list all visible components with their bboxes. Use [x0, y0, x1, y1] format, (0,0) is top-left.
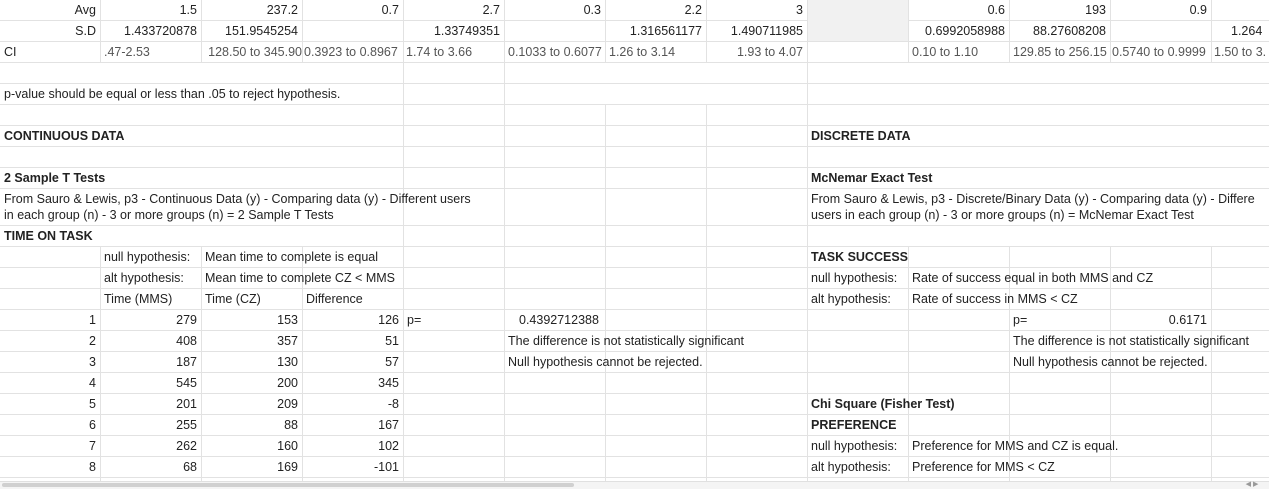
cell[interactable]: 3	[796, 3, 803, 17]
result-significance[interactable]: The difference is not statistically significant	[508, 334, 744, 348]
null-hypothesis-text[interactable]: Rate of success equal in both MMS and CZ	[912, 271, 1154, 285]
null-hypothesis-label[interactable]: null hypothesis:	[811, 271, 898, 285]
time-on-task-title[interactable]: TIME ON TASK	[4, 229, 93, 243]
gridline	[0, 104, 1269, 105]
alt-hypothesis-text[interactable]: Mean time to complete CZ < MMS	[205, 271, 395, 285]
row-index[interactable]: 7	[89, 439, 96, 453]
cell-difference[interactable]: 126	[378, 313, 399, 327]
description-line: From Sauro & Lewis, p3 - Continuous Data (y) - Comparing data (y) - Different users	[4, 192, 471, 206]
p-value[interactable]: 0.6171	[1168, 313, 1207, 327]
gridline	[0, 435, 1269, 436]
gridline	[1211, 0, 1212, 62]
cell[interactable]: 193	[1085, 3, 1106, 17]
alt-hypothesis-text[interactable]: Preference for MMS < CZ	[912, 460, 1055, 474]
scrollbar-thumb[interactable]	[2, 483, 574, 487]
scroll-arrows-icon[interactable]: ◀ ▶	[1245, 481, 1259, 488]
gridline	[0, 309, 1269, 310]
gridline	[1211, 246, 1212, 481]
gridline	[0, 62, 1269, 63]
gridline	[0, 188, 1269, 189]
cell-time-mms[interactable]: 262	[176, 439, 197, 453]
row-index[interactable]: 3	[89, 355, 96, 369]
cell-time-cz[interactable]: 153	[277, 313, 298, 327]
cell[interactable]: 0.3	[583, 3, 601, 17]
task-success-title[interactable]: TASK SUCCESS	[811, 250, 909, 264]
gridline	[0, 41, 1269, 42]
cell-time-mms[interactable]: 255	[176, 418, 197, 432]
t-test-description[interactable]	[4, 191, 471, 223]
cell[interactable]: 0.5740 to 0.9999	[1112, 45, 1206, 59]
gridline	[0, 225, 1269, 226]
cell[interactable]: .47-2.53	[104, 45, 150, 59]
column-header-time-mms[interactable]: Time (MMS)	[104, 292, 173, 306]
alt-hypothesis-label[interactable]: alt hypothesis:	[104, 271, 184, 285]
gridline	[0, 351, 1269, 352]
cell[interactable]: 1.93 to 4.07	[736, 45, 803, 59]
gridline	[706, 104, 707, 481]
cell[interactable]: 1.50 to 3.	[1214, 45, 1267, 59]
row-label-sd[interactable]: S.D	[75, 24, 96, 38]
gridline	[0, 330, 1269, 331]
cell[interactable]: 2.7	[482, 3, 500, 17]
inactive-cell	[808, 0, 908, 41]
cell[interactable]: 151.9545254	[225, 24, 298, 38]
cell-time-cz[interactable]: 169	[277, 460, 298, 474]
cell[interactable]: 1.33749351	[433, 24, 500, 38]
cell[interactable]: 0.10 to 1.10	[912, 45, 979, 59]
gridline	[0, 20, 1269, 21]
mcnemar-title[interactable]: McNemar Exact Test	[811, 171, 933, 185]
null-hypothesis-text[interactable]: Mean time to complete is equal	[205, 250, 379, 264]
gridline	[0, 125, 1269, 126]
cell-time-cz[interactable]: 209	[277, 397, 298, 411]
cell-time-mms[interactable]: 201	[176, 397, 197, 411]
gridline	[0, 83, 1269, 84]
cell-time-cz[interactable]: 160	[277, 439, 298, 453]
chi-square-title[interactable]: Chi Square (Fisher Test)	[811, 397, 955, 411]
cell-difference[interactable]: 51	[385, 334, 399, 348]
gridline	[0, 146, 1269, 147]
description-line: users in each group (n) - 3 or more groups (n) = McNemar Exact Test	[811, 208, 1194, 222]
cell[interactable]: 1.490711985	[730, 24, 803, 38]
cell[interactable]: 1.26 to 3.14	[609, 45, 676, 59]
gridline	[0, 414, 1269, 415]
cell[interactable]: 129.85 to 256.15	[1013, 45, 1107, 59]
column-header-difference[interactable]: Difference	[306, 292, 363, 306]
result-significance[interactable]: The difference is not statistically significant	[1013, 334, 1249, 348]
cell[interactable]: 128.50 to 345.90	[208, 45, 302, 59]
p-label[interactable]: p=	[1013, 313, 1028, 327]
gridline	[0, 288, 1269, 289]
row-label-avg[interactable]: Avg	[74, 3, 96, 17]
row-index[interactable]: 6	[89, 418, 96, 432]
gridline	[0, 167, 1269, 168]
cell[interactable]: 0.9	[1189, 3, 1207, 17]
cell-difference[interactable]: -101	[373, 460, 399, 474]
gridline	[403, 0, 404, 481]
alt-hypothesis-label[interactable]: alt hypothesis:	[811, 460, 891, 474]
mcnemar-description[interactable]	[811, 191, 1269, 223]
cell-difference[interactable]: 57	[385, 355, 399, 369]
row-index[interactable]: 1	[89, 313, 96, 327]
row-index[interactable]: 8	[89, 460, 96, 474]
cell-time-mms[interactable]: 545	[176, 376, 197, 390]
row-index[interactable]: 4	[89, 376, 96, 390]
cell-difference[interactable]: 345	[378, 376, 399, 390]
gridline	[0, 246, 1269, 247]
cell[interactable]: 0.1033 to 0.6077	[508, 45, 602, 59]
cell-time-mms[interactable]: 408	[176, 334, 197, 348]
gridline	[0, 456, 1269, 457]
cell[interactable]: 0.6992058988	[925, 24, 1005, 38]
gridline	[0, 477, 1269, 478]
cell[interactable]: 1.433720878	[124, 24, 197, 38]
gridline	[504, 0, 505, 481]
preference-title[interactable]: PREFERENCE	[811, 418, 897, 432]
gridline	[0, 393, 1269, 394]
p-value[interactable]: 0.4392712388	[519, 313, 599, 327]
result-conclusion[interactable]: Null hypothesis cannot be rejected.	[1013, 355, 1208, 369]
null-hypothesis-text[interactable]: Preference for MMS and CZ is equal.	[912, 439, 1119, 453]
null-hypothesis-label[interactable]: null hypothesis:	[104, 250, 191, 264]
gridline	[807, 0, 808, 481]
cell[interactable]: 0.3923 to 0.8967	[304, 45, 398, 59]
cell[interactable]: 1.74 to 3.66	[406, 45, 473, 59]
cell-time-mms[interactable]: 279	[176, 313, 197, 327]
cell-difference[interactable]: 167	[378, 418, 399, 432]
cell[interactable]: 0.7	[381, 3, 399, 17]
cell-time-cz[interactable]: 357	[277, 334, 298, 348]
continuous-data-title[interactable]: CONTINUOUS DATA	[4, 129, 125, 143]
cell[interactable]: 88.27608208	[1033, 24, 1106, 38]
cell-time-mms[interactable]: 68	[183, 460, 197, 474]
alt-hypothesis-text[interactable]: Rate of success in MMS < CZ	[912, 292, 1078, 306]
row-index[interactable]: 5	[89, 397, 96, 411]
cell-difference[interactable]: 102	[378, 439, 399, 453]
description-line: From Sauro & Lewis, p3 - Discrete/Binary Data (y) - Comparing data (y) - Differe	[811, 192, 1255, 206]
gridline	[605, 104, 606, 481]
result-conclusion[interactable]: Null hypothesis cannot be rejected.	[508, 355, 703, 369]
cell-time-cz[interactable]: 130	[277, 355, 298, 369]
cell-difference[interactable]: -8	[387, 397, 399, 411]
cell[interactable]: 1.5	[179, 3, 197, 17]
gridline	[0, 267, 1269, 268]
discrete-data-title[interactable]: DISCRETE DATA	[811, 129, 911, 143]
cell[interactable]: 0.6	[987, 3, 1005, 17]
cell[interactable]: 1.264	[1231, 24, 1263, 38]
null-hypothesis-label[interactable]: null hypothesis:	[811, 439, 898, 453]
t-test-title[interactable]: 2 Sample T Tests	[4, 171, 106, 185]
p-label[interactable]: p=	[407, 313, 422, 327]
row-label-ci[interactable]: CI	[4, 45, 17, 59]
cell[interactable]: 1.316561177	[629, 24, 702, 38]
gridline	[908, 246, 909, 481]
cell[interactable]: 2.2	[684, 3, 702, 17]
alt-hypothesis-label[interactable]: alt hypothesis:	[811, 292, 891, 306]
cell-time-cz[interactable]: 88	[284, 418, 298, 432]
pvalue-note[interactable]: p-value should be equal or less than .05 to reject hypothesis.	[4, 87, 341, 101]
cell-time-cz[interactable]: 200	[277, 376, 298, 390]
column-header-time-cz[interactable]: Time (CZ)	[205, 292, 261, 306]
description-line: in each group (n) - 3 or more groups (n) = 2 Sample T Tests	[4, 208, 334, 222]
cell-time-mms[interactable]: 187	[176, 355, 197, 369]
row-index[interactable]: 2	[89, 334, 96, 348]
gridline	[0, 372, 1269, 373]
cell[interactable]: 237.2	[266, 3, 298, 17]
